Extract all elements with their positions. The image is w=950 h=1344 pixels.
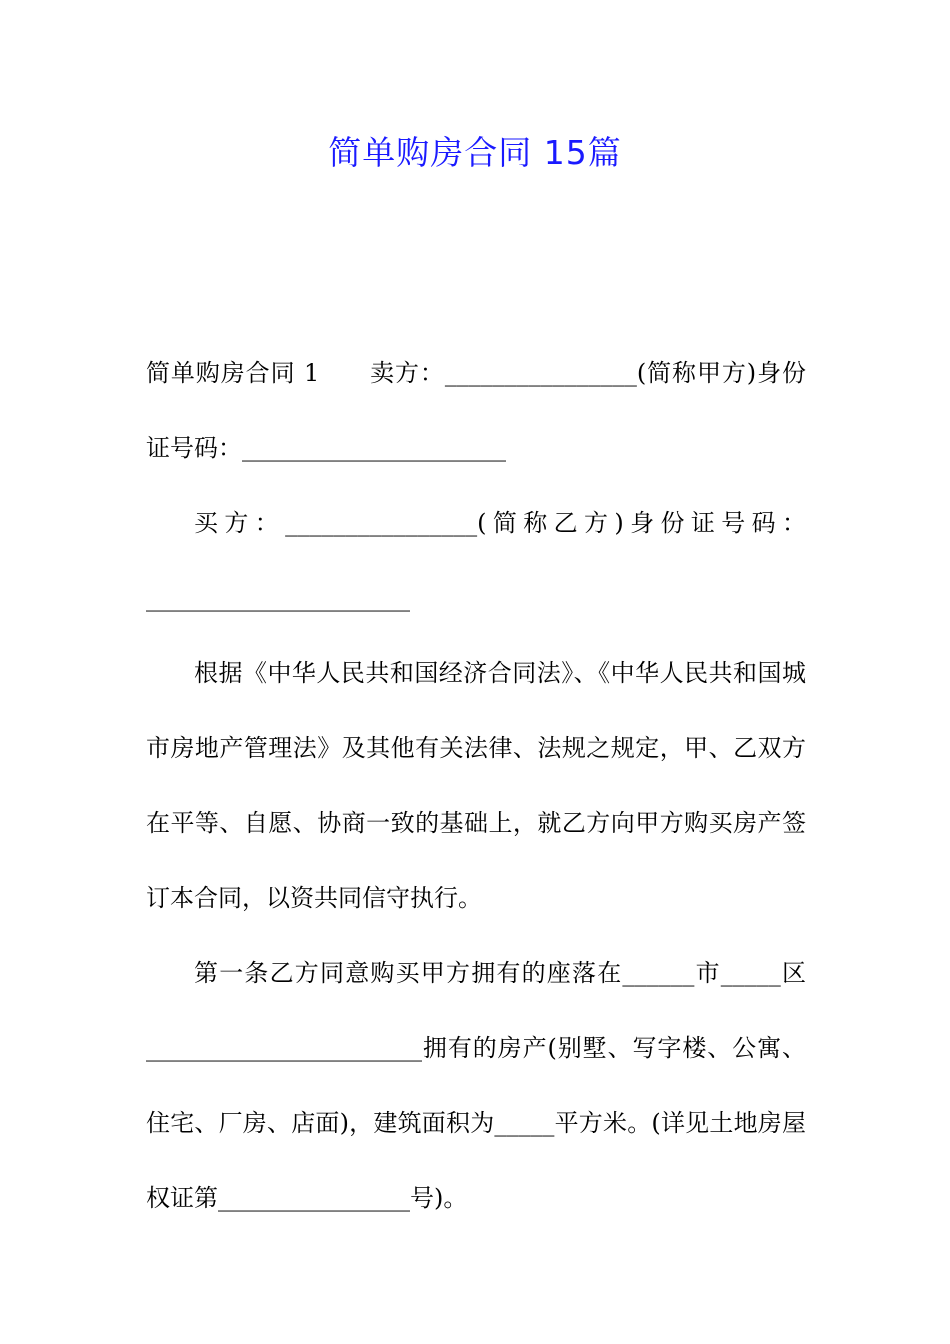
paragraph-article-1: 第一条乙方同意购买甲方拥有的座落在______市_____区_______________________拥有的房产(别墅、写字楼、公寓、住宅、厂房、店面)，建筑面积为_____平方米。(详见土地房屋权证第________________号)。: [146, 959, 806, 1212]
paragraph-legal-basis: 根据《中华人民共和国经济合同法》、《中华人民共和国城市房地产管理法》及其他有关法律、法规之规定，甲、乙双方在平等、自愿、协商一致的基础上，就乙方向甲方购买房产签订本合同，以资共同信守执行。: [146, 659, 806, 912]
paragraph-seller: 简单购房合同 1 卖方：________________(简称甲方)身份证号码：______________________: [146, 359, 806, 462]
document-title: 简单购房合同 15篇: [328, 133, 622, 172]
contract-body: [146, 336, 806, 1236]
paragraph-buyer: 买方：________________(简称乙方)身份证号码：______________________: [146, 509, 806, 612]
